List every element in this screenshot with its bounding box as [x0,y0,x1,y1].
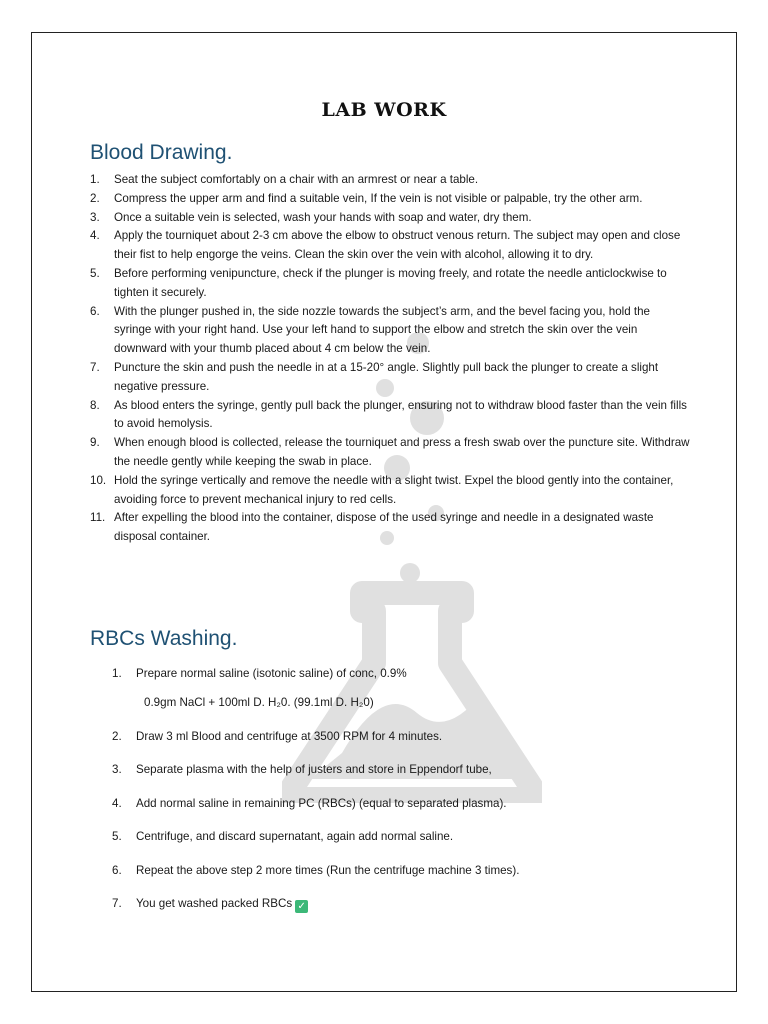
list-item-text: Draw 3 ml Blood and centrifuge at 3500 RPM for 4 minutes. [136,729,443,743]
list-item-number: 5. [112,830,122,843]
list-item [112,761,692,779]
list-item-text: Compress the upper arm and find a suitable vein, If the vein is not visible or palpable, try the other arm. [114,191,643,205]
list-item-number: 11. [90,511,106,525]
list-item [112,828,692,846]
blood-drawing-steps [90,171,690,547]
document-page [31,32,737,992]
list-item [90,227,690,265]
list-item [112,728,692,746]
list-item-text: Puncture the skin and push the needle in at a 15-20° angle. Slightly pull back the plunger to create a slight negative pressure. [114,360,659,393]
list-item [90,209,690,228]
list-item [90,434,690,472]
rbcs-washing-steps [112,665,692,929]
list-item-text: When enough blood is collected, release the tourniquet and press a fresh swab over the puncture site. Withdraw the needle gently while keeping the swab in place. [114,436,690,468]
list-item-text: Hold the syringe vertically and remove the needle with a slight twist. Expel the blood gently into the container, avoiding force to prevent mechanical injury to red cells. [114,473,674,506]
list-item-number: 2. [90,191,100,205]
list-item-number: 6. [112,863,122,877]
list-item [112,862,692,880]
list-item-number: 10. [90,473,107,487]
list-item-number: 3. [112,763,122,776]
list-item-number: 1. [112,667,122,680]
list-item-text: Before performing venipuncture, check if the plunger is moving freely, and rotate the needle anticlockwise to tighten it securely. [114,266,667,299]
list-item-text: As blood enters the syringe, gently pull back the plunger, ensuring not to withdraw blood faster than the vein fills to avoid hemolysis. [114,398,687,431]
list-item-number: 5. [90,266,100,280]
list-item-text: Centrifuge, and discard supernatant, again add normal saline. [136,830,454,843]
list-item-number: 7. [112,897,122,910]
list-item-number: 6. [90,304,100,318]
list-item-text: Separate plasma with the help of justers and store in Eppendorf tube, [136,763,492,776]
list-item [90,171,690,190]
list-item [112,665,692,712]
check-mark-icon: ✓ [295,900,308,913]
list-item-number: 1. [90,173,100,186]
list-item-text: With the plunger pushed in, the side nozzle towards the subject’s arm, and the bevel facing you, hold the syringe with your right hand. Use your left hand to support the elbow and stretch the skin over the vein downward with your thumb placed about 4 cm below the vein. [114,304,651,356]
list-item-number: 4. [112,796,122,810]
list-item [90,265,690,303]
list-item-text: Apply the tourniquet about 2-3 cm above the elbow to obstruct venous return. The subject may open and close their fist to help engorge the veins. Clean the skin over the vein with alcohol, allowing it to dry. [114,229,681,262]
list-item-text: Add normal saline in remaining PC (RBCs) (equal to separated plasma). [136,796,507,810]
list-item-number: 3. [90,210,100,224]
list-item-text: Seat the subject comfortably on a chair with an armrest or near a table. [114,173,479,186]
list-item [90,303,690,359]
list-item-number: 9. [90,436,100,450]
list-item [90,472,690,510]
list-item [90,190,690,209]
list-item [90,359,690,397]
list-item [90,397,690,435]
list-item-number: 2. [112,729,122,743]
list-item-text: You get washed packed RBCs [136,897,293,910]
list-item-text: Repeat the above step 2 more times (Run the centrifuge machine 3 times). [136,863,520,877]
section-heading-blood-drawing: Blood Drawing. [90,141,233,164]
list-item-text: After expelling the blood into the container, dispose of the used syringe and needle in a designated waste disposal container. [114,511,654,544]
list-item [112,795,692,813]
section-heading-rbcs-washing: RBCs Washing. [90,627,238,650]
list-item-number: 7. [90,360,100,374]
list-item-number: 8. [90,398,100,412]
list-item [90,509,690,547]
list-item-text: Prepare normal saline (isotonic saline) of conc, 0.9% [136,667,407,680]
list-item [112,895,692,913]
list-item-text: Once a suitable vein is selected, wash your hands with soap and water, dry them. [114,210,532,224]
list-item-number: 4. [90,229,100,243]
page-title: LAB WORK [321,99,447,121]
list-item-subline: 0.9gm NaCl + 100ml D. H₂0. (99.1ml D. H₂0) [144,696,374,709]
